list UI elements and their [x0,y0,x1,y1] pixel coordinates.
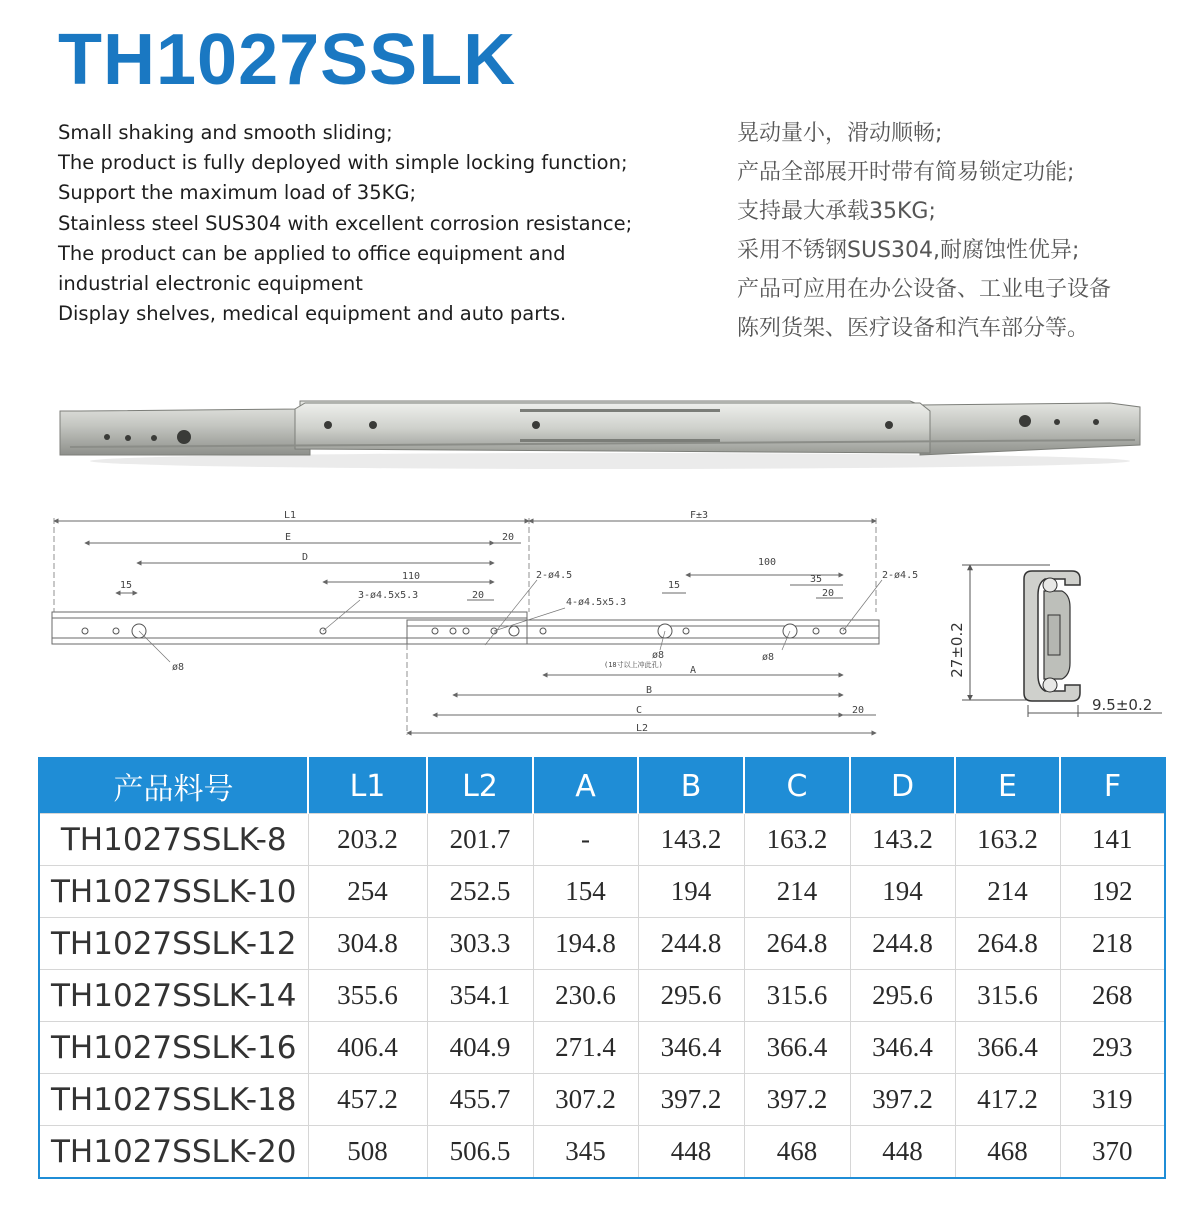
product-photo [50,395,1160,475]
label-d: D [302,552,309,563]
cell: 203.2 [308,814,427,866]
feature-cn: 支持最大承载35KG; [737,199,936,224]
label-phi8-mid: ø8 [652,650,665,661]
label-15: 15 [120,580,133,591]
hole [113,628,119,634]
table-row [39,1074,1165,1126]
table-row [39,970,1165,1022]
cell: 244.8 [850,918,955,970]
label-phi8-left: ø8 [172,662,185,673]
cell: 468 [955,1126,1060,1179]
cell: 457.2 [308,1074,427,1126]
cell: 354.1 [427,970,533,1022]
dimension-lines [54,521,876,733]
header-l1: L1 [308,758,427,814]
cell: 397.2 [638,1074,744,1126]
cell-model: TH1027SSLK-18 [39,1074,308,1126]
label-20-mid: 20 [472,590,485,601]
cell: 154 [533,866,638,918]
cell: 303.3 [427,918,533,970]
cell: 254 [308,866,427,918]
cell: 370 [1060,1126,1165,1179]
cell: 468 [744,1126,850,1179]
cell: 252.5 [427,866,533,918]
label-4holes: 4-ø4.5x5.3 [566,597,627,608]
cell: 346.4 [638,1022,744,1074]
rail-hole [532,421,540,429]
feature-en: industrial electronic equipment [58,272,363,296]
hole [509,626,519,636]
rail-hole [1054,419,1060,425]
rail-hole-large [1019,415,1031,427]
drawing-labels [120,510,918,734]
rail-hole [324,421,332,429]
cell: 163.2 [744,814,850,866]
label-height: 27±0.2 [948,622,966,678]
feature-en: Small shaking and smooth sliding; [58,121,393,144]
feature-cn: 采用不锈钢SUS304,耐腐蚀性优异; [737,238,1080,263]
header-a: A [533,758,638,814]
cell: 455.7 [427,1074,533,1126]
ball-bottom [1043,678,1057,692]
cell-model: TH1027SSLK-12 [39,918,308,970]
ball-top [1043,578,1057,592]
cell: 307.2 [533,1074,638,1126]
hole [463,628,469,634]
cell: 448 [850,1126,955,1179]
cell-model: TH1027SSLK-10 [39,866,308,918]
feature-en: The product can be applied to office equipment and [58,241,566,265]
cell: 194.8 [533,918,638,970]
label-f: F±3 [690,510,709,521]
label-2holes-right: 2-ø4.5 [882,570,919,581]
label-15-right: 15 [668,580,681,591]
cell-model: TH1027SSLK-14 [39,970,308,1022]
label-phi8-right: ø8 [762,652,775,663]
header-b: B [638,758,744,814]
table-row [39,1022,1165,1074]
cell: 143.2 [638,814,744,866]
outer-rail-outline [52,612,527,644]
table-row [39,866,1165,918]
cell: 214 [955,866,1060,918]
table-row [39,1126,1165,1179]
cell: 508 [308,1126,427,1179]
cell: 268 [1060,970,1165,1022]
rail-hole [885,421,893,429]
features-english [58,118,708,329]
table-header-row [39,758,1165,814]
table-row [39,814,1165,866]
hole [432,628,438,634]
cell: 293 [1060,1022,1165,1074]
header-l2: L2 [427,758,533,814]
label-b: B [646,685,653,696]
cell-model: TH1027SSLK-8 [39,814,308,866]
rail-hole [151,435,157,441]
cell: 406.4 [308,1022,427,1074]
feature-en: The product is fully deployed with simple locking function; [58,151,628,175]
cell: 366.4 [744,1022,850,1074]
inner-rail-outline [407,620,879,644]
label-35: 35 [810,574,823,585]
label-3holes: 3-ø4.5x5.3 [358,590,419,601]
rail-hole [1093,419,1099,425]
cell: 346.4 [850,1022,955,1074]
cell: 244.8 [638,918,744,970]
cell: 230.6 [533,970,638,1022]
feature-en: Support the maximum load of 35KG; [58,181,417,205]
feature-en: Display shelves, medical equipment and auto parts. [58,302,567,326]
cell: 319 [1060,1074,1165,1126]
leader [323,600,360,631]
cell: 355.6 [308,970,427,1022]
hole [450,628,456,634]
cell: 448 [638,1126,744,1179]
cell: 295.6 [638,970,744,1022]
cell: 143.2 [850,814,955,866]
label-a: A [690,665,697,676]
cell: 397.2 [744,1074,850,1126]
cell: 264.8 [955,918,1060,970]
cage-block [1048,615,1060,655]
feature-cn: 晃动量小，滑动顺畅; [737,121,943,146]
cell: 417.2 [955,1074,1060,1126]
cell: 345 [533,1126,638,1179]
cell: 194 [850,866,955,918]
label-width: 9.5±0.2 [1092,696,1153,714]
hole [540,628,546,634]
technical-drawing [40,500,920,745]
rail-hole [104,434,110,440]
header-c: C [744,758,850,814]
profile-shape [1024,571,1080,701]
bearing-strip [520,409,720,412]
cell: 366.4 [955,1022,1060,1074]
rail-hole [369,421,377,429]
label-20-bottom: 20 [852,705,865,716]
cell: 194 [638,866,744,918]
cell: 304.8 [308,918,427,970]
cell: 315.6 [744,970,850,1022]
rail-hole-large [177,430,191,444]
cell: 163.2 [955,814,1060,866]
label-l1: L1 [284,510,297,521]
cell: 315.6 [955,970,1060,1022]
label-20-top: 20 [502,532,515,543]
features-chinese [737,114,1197,348]
cell: 404.9 [427,1022,533,1074]
cell-model: TH1027SSLK-20 [39,1126,308,1179]
label-100: 100 [758,557,777,568]
feature-cn: 产品可应用在办公设备、工业电子设备 [737,277,1112,302]
cell: 214 [744,866,850,918]
label-l2: L2 [636,723,649,734]
leader [139,631,170,662]
feature-en: Stainless steel SUS304 with excellent corrosion resistance; [58,211,633,235]
cell: 295.6 [850,970,955,1022]
table-row [39,918,1165,970]
header-f: F [1060,758,1165,814]
rail-hole [125,435,131,441]
spec-table [38,757,1166,1179]
cell: - [533,814,638,866]
cell: 271.4 [533,1022,638,1074]
cell: 201.7 [427,814,533,866]
feature-cn: 产品全部展开时带有简易锁定功能; [737,160,1075,185]
hole [813,628,819,634]
hole [82,628,88,634]
label-110: 110 [402,571,421,582]
leader-lines [139,580,882,662]
bearing-strip [520,439,720,442]
cell: 506.5 [427,1126,533,1179]
cell-model: TH1027SSLK-16 [39,1022,308,1074]
cell: 192 [1060,866,1165,918]
leader [843,580,882,631]
cell: 141 [1060,814,1165,866]
feature-cn: 陈列货架、医疗设备和汽车部分等。 [737,316,1090,341]
label-2holes-left: 2-ø4.5 [536,570,573,581]
cell: 264.8 [744,918,850,970]
header-model: 产品料号 [39,758,308,814]
header-e: E [955,758,1060,814]
label-e: E [285,532,292,543]
hole [683,628,689,634]
cell: 218 [1060,918,1165,970]
label-20-right: 20 [822,588,835,599]
cell: 397.2 [850,1074,955,1126]
label-c: C [636,705,643,716]
cross-section-drawing [940,555,1170,730]
label-note-18: (18寸以上冲此孔) [604,661,663,669]
product-title: TH1027SSLK [58,20,517,100]
header-d: D [850,758,955,814]
